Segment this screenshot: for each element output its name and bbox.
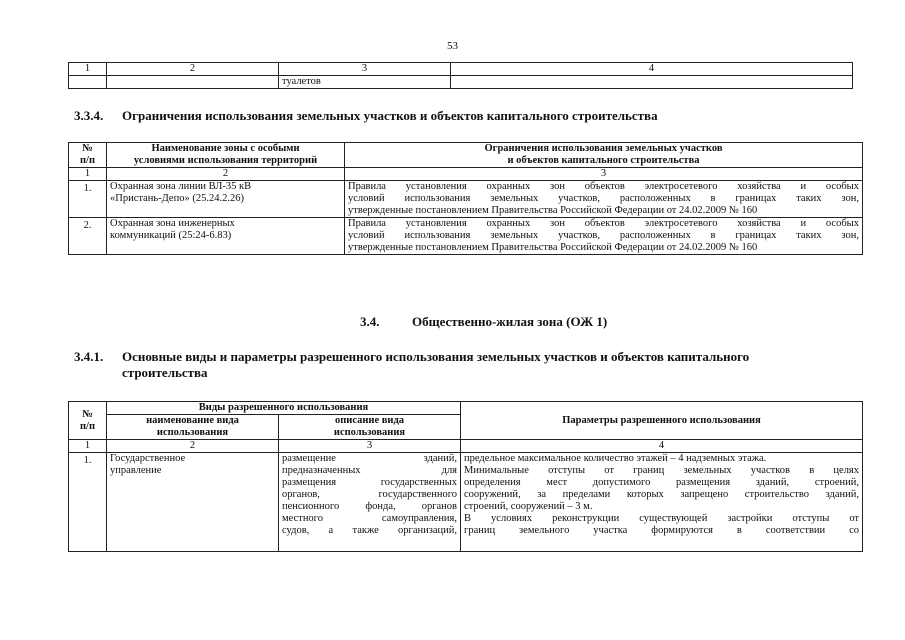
- cell-line: утвержденные постановлением Правительства Российской Федерации от 24.02.2009 № 160: [348, 242, 758, 253]
- table-header-row: [69, 143, 863, 168]
- col-number-cell: 2: [107, 63, 279, 76]
- column-number-row: [69, 440, 863, 453]
- section-title: Основные виды и параметры разрешенного использования земельных участков и объектов капитального: [122, 349, 750, 364]
- header-text: использования: [156, 427, 229, 438]
- cell-line: условий использования земельных участков, расположенных в границах таких зон,: [348, 230, 859, 241]
- header-text: №: [82, 408, 93, 420]
- cell-line: предназначенных для: [282, 465, 458, 476]
- cell-line: границ земельного участка формируются в соответствии со: [464, 525, 860, 536]
- cell-line: органов, государственного: [282, 489, 458, 500]
- cell-line: местного самоуправления,: [282, 513, 458, 524]
- cell-line: размещения государственных: [282, 477, 458, 488]
- header-cell-number: [69, 402, 107, 440]
- col-number-cell: 1: [69, 63, 107, 76]
- row-number: 2.: [69, 218, 107, 255]
- table-cell: туалетов: [279, 76, 451, 89]
- section-number: 3.4.1.: [74, 349, 104, 364]
- header-cell-use-description: [279, 415, 461, 440]
- header-text: описание вида: [334, 415, 405, 426]
- cell-line: «Пристань-Депо» (25.24.2.26): [110, 193, 244, 204]
- parameters-cell: [461, 453, 863, 552]
- header-cell-number: [69, 143, 107, 168]
- header-cell-limitations: [345, 143, 863, 168]
- section-title: строительства: [122, 365, 208, 380]
- col-number-cell: 3: [279, 440, 461, 453]
- table-cell: [69, 76, 107, 89]
- cell-line: коммуникаций (25:24-6.83): [110, 230, 232, 241]
- header-cell-zone: [107, 143, 345, 168]
- limitations-cell: [345, 181, 863, 218]
- header-text: использования: [333, 427, 406, 438]
- header-cell-parameters: Параметры разрешенного использования: [461, 402, 863, 440]
- cell-line: определения мест допустимого размещения зданий, строений,: [464, 477, 860, 488]
- cell-line: сооружений, за пределами которых запрещено строительство зданий,: [464, 489, 860, 500]
- cell-line: Правила установления охранных зон объектов электросетевого хозяйства и особых: [348, 218, 859, 229]
- header-text: Ограничения использования земельных участков: [484, 143, 723, 154]
- header-text: №: [82, 143, 93, 154]
- zone-name-cell: [107, 181, 345, 218]
- row-number: 1.: [69, 181, 107, 218]
- header-text: наименование вида: [146, 415, 239, 426]
- row-number: 1.: [69, 453, 107, 552]
- table-row: [69, 181, 863, 218]
- cell-line: управление: [110, 465, 162, 476]
- cell-line: предельное максимальное количество этажей – 4 надземных этажа.: [464, 453, 767, 464]
- section-heading-3-3-4: [74, 108, 864, 124]
- cell-line: Охранная зона линии ВЛ-35 кВ: [110, 181, 252, 192]
- permitted-uses-table: [68, 401, 863, 552]
- table-cell: [451, 76, 853, 89]
- cell-line: строений, сооружений – 3 м.: [464, 501, 593, 512]
- col-number-cell: 1: [69, 168, 107, 181]
- col-number-cell: 3: [345, 168, 863, 181]
- cell-line: Охранная зона инженерных: [110, 218, 235, 229]
- page-number: 53: [447, 40, 458, 52]
- col-number-cell: 2: [107, 440, 279, 453]
- section-heading-3-4: [360, 314, 680, 330]
- col-number-cell: 4: [451, 63, 853, 76]
- section-number: 3.3.4.: [74, 108, 104, 123]
- table-header-row: [69, 63, 853, 76]
- limitations-cell: [345, 218, 863, 255]
- cell-line: В условиях реконструкции существующей застройки отступы от: [464, 513, 860, 524]
- cell-line: Минимальные отступы от границ земельных участков в целях: [464, 465, 860, 476]
- use-name-cell: [107, 453, 279, 552]
- cell-line: пенсионного фонда, органов: [282, 501, 458, 512]
- header-text: п/п: [79, 420, 96, 432]
- cell-line: условий использования земельных участков, расположенных в границах таких зон,: [348, 193, 859, 204]
- header-text: п/п: [79, 155, 96, 166]
- col-number-cell: 4: [461, 440, 863, 453]
- table-cell: [107, 76, 279, 89]
- zone-name-cell: [107, 218, 345, 255]
- col-number-cell: 1: [69, 440, 107, 453]
- header-cell-types: Виды разрешенного использования: [107, 402, 461, 415]
- section-heading-3-4-1: [74, 349, 874, 381]
- cell-line: Правила установления охранных зон объектов электросетевого хозяйства и особых: [348, 181, 859, 192]
- table-row: [69, 218, 863, 255]
- table-row: [69, 453, 863, 552]
- column-number-row: [69, 168, 863, 181]
- restrictions-table: [68, 142, 863, 255]
- use-description-cell: [279, 453, 461, 552]
- cell-line: Государственное: [110, 453, 186, 464]
- cell-line: утвержденные постановлением Правительства Российской Федерации от 24.02.2009 № 160: [348, 205, 758, 216]
- section-title: Общественно-жилая зона (ОЖ 1): [412, 314, 608, 329]
- table-row: [69, 76, 853, 89]
- col-number-cell: 3: [279, 63, 451, 76]
- header-text: Наименование зоны с особыми: [151, 143, 300, 154]
- section-number: 3.4.: [360, 314, 380, 329]
- top-table: [68, 62, 853, 89]
- cell-line: размещение зданий,: [282, 453, 458, 464]
- header-text: условиями использования территорий: [133, 155, 318, 166]
- cell-line: судов, а также организаций,: [282, 525, 458, 536]
- header-text: и объектов капитального строительства: [507, 155, 700, 166]
- col-number-cell: 2: [107, 168, 345, 181]
- header-cell-use-name: [107, 415, 279, 440]
- table-header-row: [69, 402, 863, 415]
- section-title: Ограничения использования земельных участков и объектов капитального строительства: [122, 108, 658, 123]
